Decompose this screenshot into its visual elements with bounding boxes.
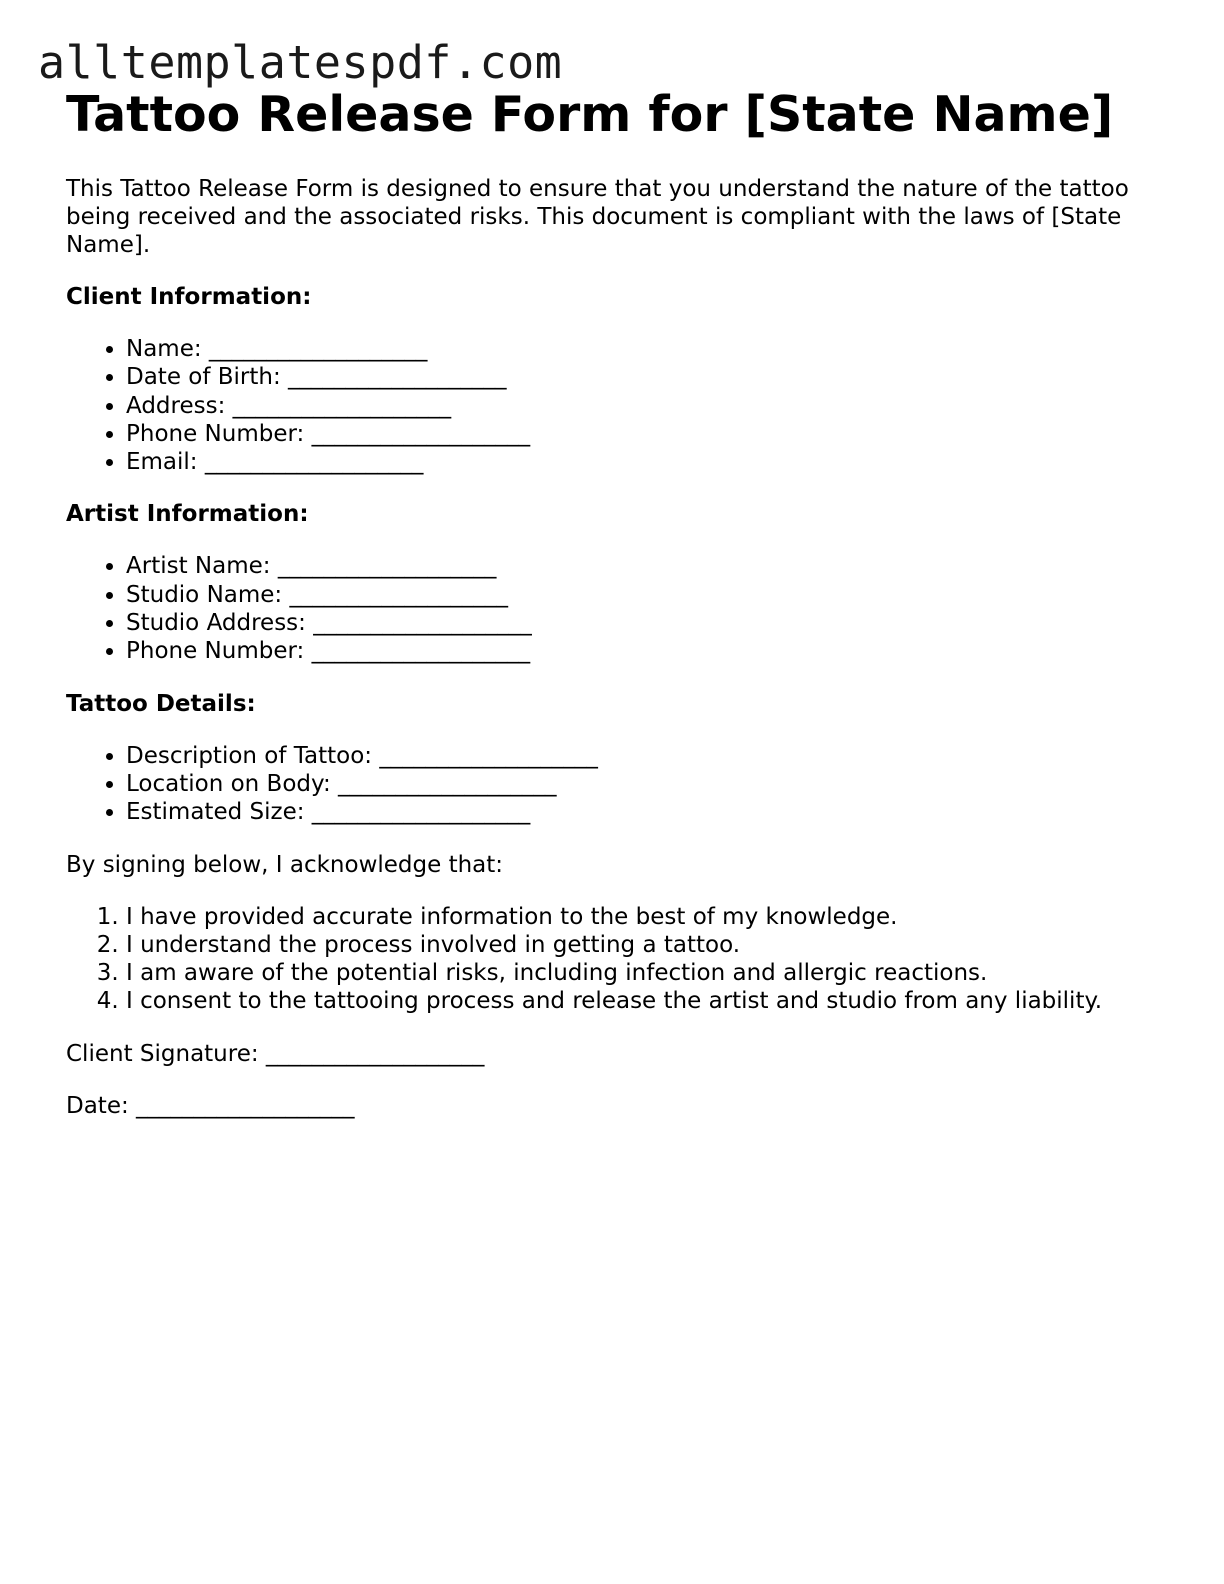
client-name-field[interactable]: • Name: ___________________	[126, 335, 1176, 363]
tattoo-size-field[interactable]: • Estimated Size: ___________________	[126, 798, 1176, 826]
client-email-field[interactable]: • Email: ___________________	[126, 448, 1176, 476]
acknowledgement-list	[66, 903, 1176, 1016]
document-page	[66, 86, 1176, 1120]
acknowledgement-item: 1. I have provided accurate information to the best of my knowledge.	[126, 903, 1176, 931]
acknowledgement-item: 2. I understand the process involved in getting a tattoo.	[126, 931, 1176, 959]
tattoo-details-heading: Tattoo Details:	[66, 690, 256, 717]
acknowledgement-item: 4. I consent to the tattooing process and release the artist and studio from any liability.	[126, 987, 1176, 1015]
client-dob-field[interactable]: • Date of Birth: ___________________	[126, 363, 1176, 391]
client-phone-field[interactable]: • Phone Number: ___________________	[126, 420, 1176, 448]
date-field[interactable]: Date: ___________________	[66, 1092, 355, 1119]
artist-phone-field[interactable]: • Phone Number: ___________________	[126, 637, 1176, 665]
site-watermark: alltemplatespdf.com	[38, 36, 563, 89]
client-address-field[interactable]: • Address: ___________________	[126, 392, 1176, 420]
artist-info-list	[66, 552, 1176, 665]
studio-address-field[interactable]: • Studio Address: ___________________	[126, 609, 1176, 637]
acknowledgement-lead: By signing below, I acknowledge that:	[66, 851, 504, 878]
tattoo-location-field[interactable]: • Location on Body: ___________________	[126, 770, 1176, 798]
client-signature-field[interactable]: Client Signature: ___________________	[66, 1040, 485, 1067]
artist-name-field[interactable]: • Artist Name: ___________________	[126, 552, 1176, 580]
client-info-heading: Client Information:	[66, 284, 312, 310]
studio-name-field[interactable]: • Studio Name: ___________________	[126, 581, 1176, 609]
intro-paragraph: This Tattoo Release Form is designed to ensure that you understand the nature of the tattoo being received and the associated risks. This document is compliant with the laws of [State Name].	[66, 176, 1129, 258]
client-info-list	[66, 335, 1176, 476]
tattoo-description-field[interactable]: • Description of Tattoo: ___________________	[126, 742, 1176, 770]
tattoo-details-list	[66, 742, 1176, 827]
acknowledgement-item: 3. I am aware of the potential risks, including infection and allergic reactions.	[126, 959, 1176, 987]
artist-info-heading: Artist Information:	[66, 501, 309, 528]
document-title: Tattoo Release Form for [State Name]	[66, 86, 1114, 143]
